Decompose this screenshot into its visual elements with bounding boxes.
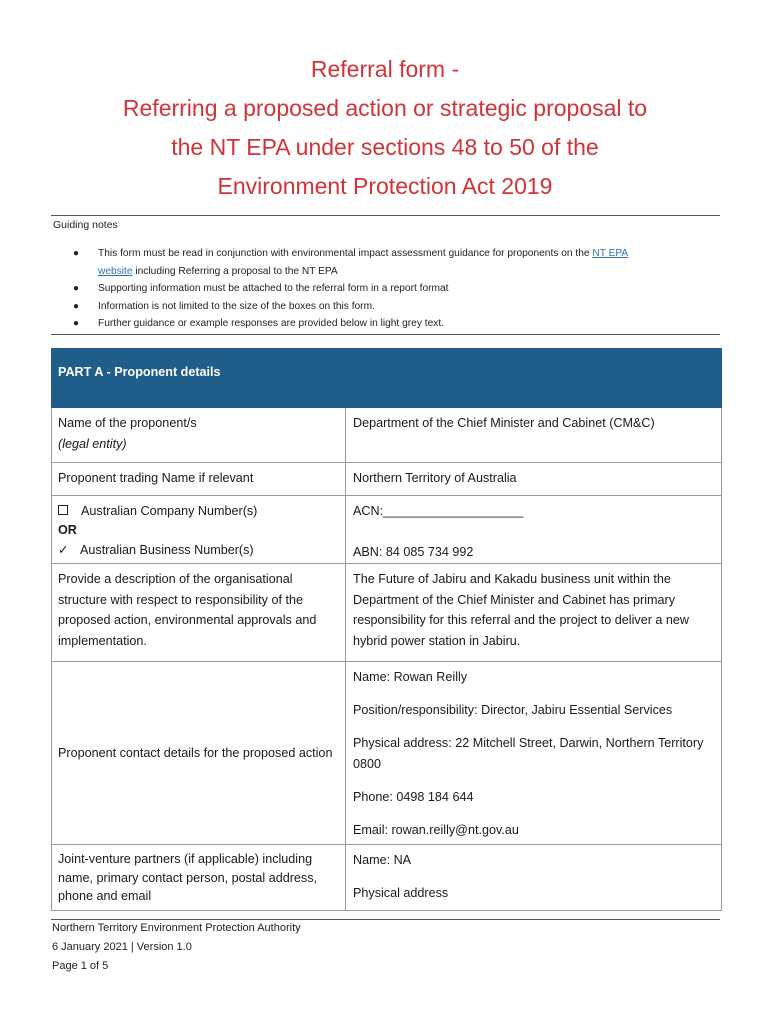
org-structure-label: Provide a description of the organisational structure with respect to responsibility of the proposed action, environmental approvals and implementation. <box>52 564 346 662</box>
acn-label: Australian Company Number(s) <box>81 504 258 518</box>
note-text: Further guidance or example responses are provided below in light grey text. <box>98 318 444 329</box>
check-icon[interactable]: ✓ <box>58 543 69 557</box>
org-structure-value[interactable]: The Future of Jabiru and Kakadu business unit within the Department of the Chief Minister and Cabinet has primary responsibility for this referral and the project to deliver a new hybrid power station in Jabiru. <box>346 564 722 662</box>
table-row <box>52 496 722 564</box>
part-a-header: PART A - Proponent details <box>52 349 722 408</box>
footer-date-version: 6 January 2021 | Version 1.0 <box>52 941 192 953</box>
note-text-suffix: including Referring a proposal to the NT EPA <box>132 265 338 277</box>
contact-email[interactable]: Email: rowan.reilly@nt.gov.au <box>353 822 519 837</box>
acn-checkbox[interactable] <box>58 505 68 515</box>
contact-phone[interactable]: Phone: 0498 184 644 <box>353 789 474 804</box>
footer-page-number: Page 1 of 5 <box>52 960 109 972</box>
website-link[interactable]: website <box>98 265 133 277</box>
abn-value[interactable]: ABN: 84 085 734 992 <box>353 544 474 559</box>
jv-label: Joint-venture partners (if applicable) including name, primary contact person, postal address, phone and email <box>52 845 346 911</box>
abn-label: Australian Business Number(s) <box>80 543 254 557</box>
trading-name-value[interactable]: Northern Territory of Australia <box>346 463 722 496</box>
proponent-name-label-cell <box>52 408 346 463</box>
note-text: This form must be read in conjunction with environmental impact assessment guidance for proponents on the <box>98 248 590 259</box>
guiding-notes-heading: Guiding notes <box>53 219 118 231</box>
table-row <box>52 408 722 463</box>
table-row <box>52 463 722 496</box>
bullet-icon: ● <box>73 318 80 329</box>
jv-value-cell <box>346 845 722 911</box>
contact-label: Proponent contact details for the proposed action <box>52 662 346 845</box>
note-text: Information is not limited to the size of the boxes on this form. <box>98 300 375 312</box>
company-number-value-cell <box>346 496 722 564</box>
guiding-note <box>53 315 718 333</box>
guiding-notes-list <box>53 245 718 333</box>
bullet-icon: ● <box>73 283 80 294</box>
guiding-note <box>53 280 718 298</box>
proponent-name-label: Name of the proponent/s <box>58 416 197 430</box>
title-line-2: Referring a proposed action or strategic proposal to <box>122 95 648 121</box>
jv-address[interactable]: Physical address <box>353 886 449 900</box>
title-line-1: Referral form - <box>310 56 460 82</box>
part-a-header-row <box>52 349 722 408</box>
trading-name-label: Proponent trading Name if relevant <box>52 463 346 496</box>
or-label: OR <box>58 522 77 537</box>
contact-address[interactable]: Physical address: 22 Mitchell Street, Darwin, Northern Territory 0800 <box>353 736 704 771</box>
title-line-3: the NT EPA under sections 48 to 50 of the <box>171 134 599 160</box>
guiding-note <box>53 298 718 316</box>
guiding-note <box>53 245 718 280</box>
part-a-table <box>51 348 722 911</box>
footer-divider <box>51 919 720 920</box>
company-number-label-cell <box>52 496 346 564</box>
footer-org: Northern Territory Environment Protection Authority <box>52 922 301 934</box>
contact-name[interactable]: Name: Rowan Reilly <box>353 670 468 684</box>
contact-position[interactable]: Position/responsibility: Director, Jabiru Essential Services <box>353 703 673 717</box>
document-title <box>0 50 770 206</box>
acn-value[interactable]: ACN:____________________ <box>353 504 524 518</box>
proponent-name-sublabel: (legal entity) <box>58 436 127 451</box>
title-line-4: Environment Protection Act 2019 <box>217 173 553 199</box>
table-row <box>52 662 722 845</box>
note-text: Supporting information must be attached to the referral form in a report format <box>98 283 449 294</box>
table-row <box>52 564 722 662</box>
proponent-name-value[interactable]: Department of the Chief Minister and Cabinet (CM&C) <box>346 408 722 463</box>
contact-value-cell <box>346 662 722 845</box>
jv-name[interactable]: Name: NA <box>353 853 412 867</box>
table-row <box>52 845 722 911</box>
nt-epa-link[interactable]: NT EPA <box>592 248 629 259</box>
title-divider <box>51 215 720 216</box>
bullet-icon: ● <box>73 248 80 259</box>
bullet-icon: ● <box>73 300 80 312</box>
notes-divider <box>51 334 720 335</box>
